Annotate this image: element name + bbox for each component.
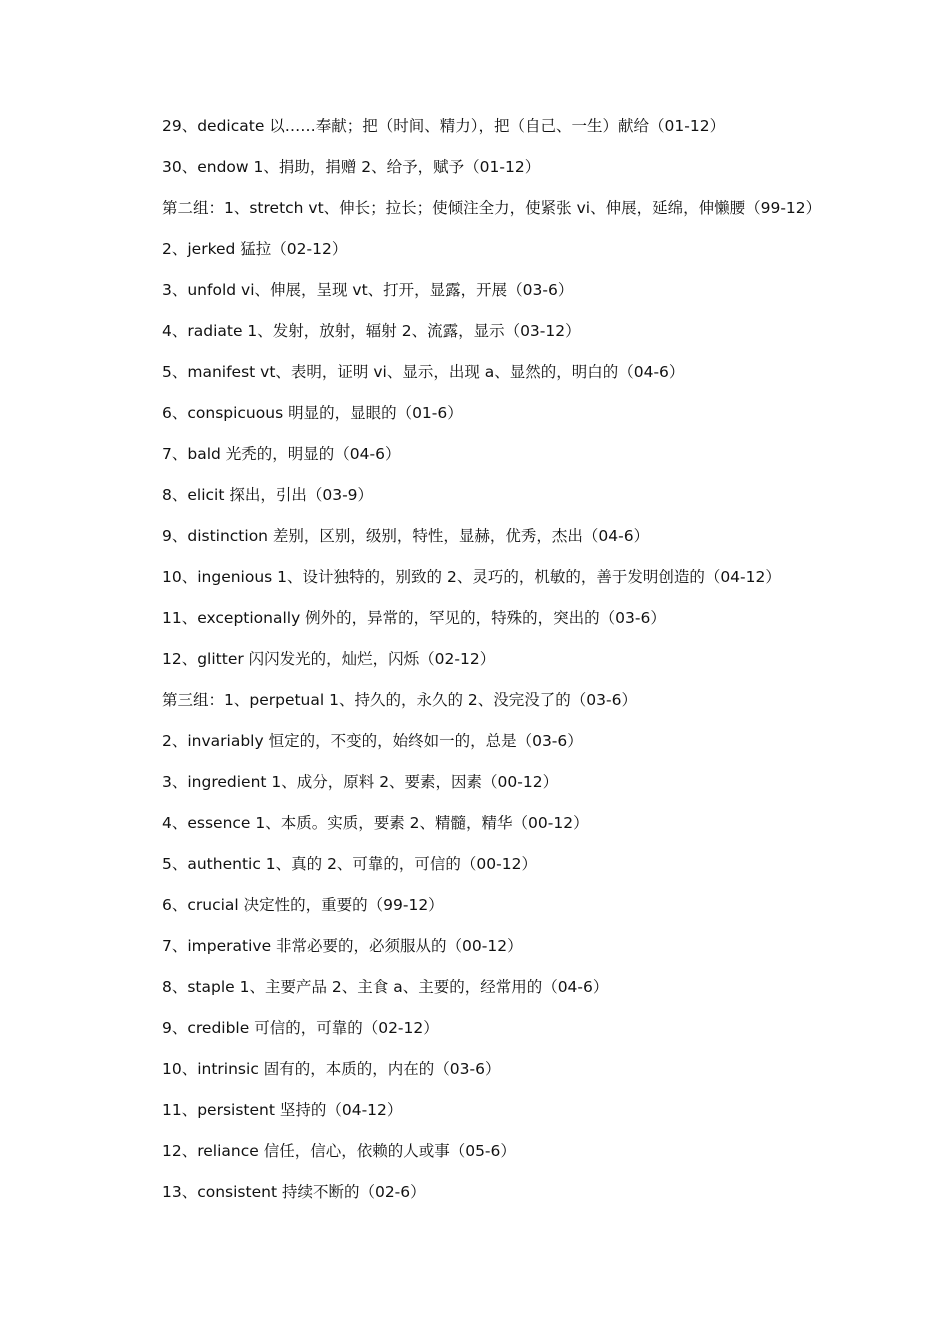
vocab-entry: 3、ingredient 1、成分，原料 2、要素，因素（00-12） (162, 773, 559, 791)
vocab-entry: 4、radiate 1、发射，放射，辐射 2、流露，显示（03-12） (162, 322, 581, 340)
vocab-entry: 9、distinction 差别，区别，级别，特性，显赫，优秀，杰出（04-6） (162, 527, 650, 545)
vocab-entry: 3、unfold vi、伸展，呈现 vt、打开，显露，开展（03-6） (162, 281, 574, 299)
vocab-entry: 10、ingenious 1、设计独特的，别致的 2、灵巧的，机敏的，善于发明创造的（04-12） (162, 568, 781, 586)
vocab-entry: 13、consistent 持续不断的（02-6） (162, 1183, 426, 1201)
vocab-entry: 7、imperative 非常必要的，必须服从的（00-12） (162, 937, 523, 955)
vocab-entry: 5、manifest vt、表明，证明 vi、显示，出现 a、显然的，明白的（04-6） (162, 363, 685, 381)
vocab-entry: 2、jerked 猛拉（02-12） (162, 240, 348, 258)
vocab-entry: 8、elicit 探出，引出（03-9） (162, 486, 374, 504)
vocab-entry: 7、bald 光秃的，明显的（04-6） (162, 445, 401, 463)
vocab-entry: 5、authentic 1、真的 2、可靠的，可信的（00-12） (162, 855, 537, 873)
vocab-entry: 10、intrinsic 固有的，本质的，内在的（03-6） (162, 1060, 501, 1078)
vocab-entry: 8、staple 1、主要产品 2、主食 a、主要的，经常用的（04-6） (162, 978, 609, 996)
vocab-entry: 9、credible 可信的，可靠的（02-12） (162, 1019, 439, 1037)
vocab-entry: 6、crucial 决定性的，重要的（99-12） (162, 896, 444, 914)
vocab-entry: 30、endow 1、捐助，捐赠 2、给予，赋予（01-12） (162, 158, 541, 176)
vocab-entry: 12、glitter 闪闪发光的，灿烂，闪烁（02-12） (162, 650, 496, 668)
vocab-entry: 2、invariably 恒定的，不变的，始终如一的，总是（03-6） (162, 732, 583, 750)
vocab-entry: 29、dedicate 以……奉献；把（时间、精力），把（自己、一生）献给（01-12） (162, 117, 726, 135)
vocab-entry: 第二组：1、stretch vt、伸长；拉长；使倾注全力，使紧张 vi、伸展，延绵，伸懒腰（99-12） (162, 199, 822, 217)
vocab-entry: 6、conspicuous 明显的，显眼的（01-6） (162, 404, 463, 422)
vocabulary-list (162, 114, 922, 1221)
vocab-entry: 11、persistent 坚持的（04-12） (162, 1101, 403, 1119)
vocab-entry: 11、exceptionally 例外的，异常的，罕见的，特殊的，突出的（03-6） (162, 609, 666, 627)
vocab-entry: 4、essence 1、本质。实质，要素 2、精髓，精华（00-12） (162, 814, 589, 832)
vocab-entry: 第三组：1、perpetual 1、持久的，永久的 2、没完没了的（03-6） (162, 691, 637, 709)
vocab-entry: 12、reliance 信任，信心，依赖的人或事（05-6） (162, 1142, 516, 1160)
